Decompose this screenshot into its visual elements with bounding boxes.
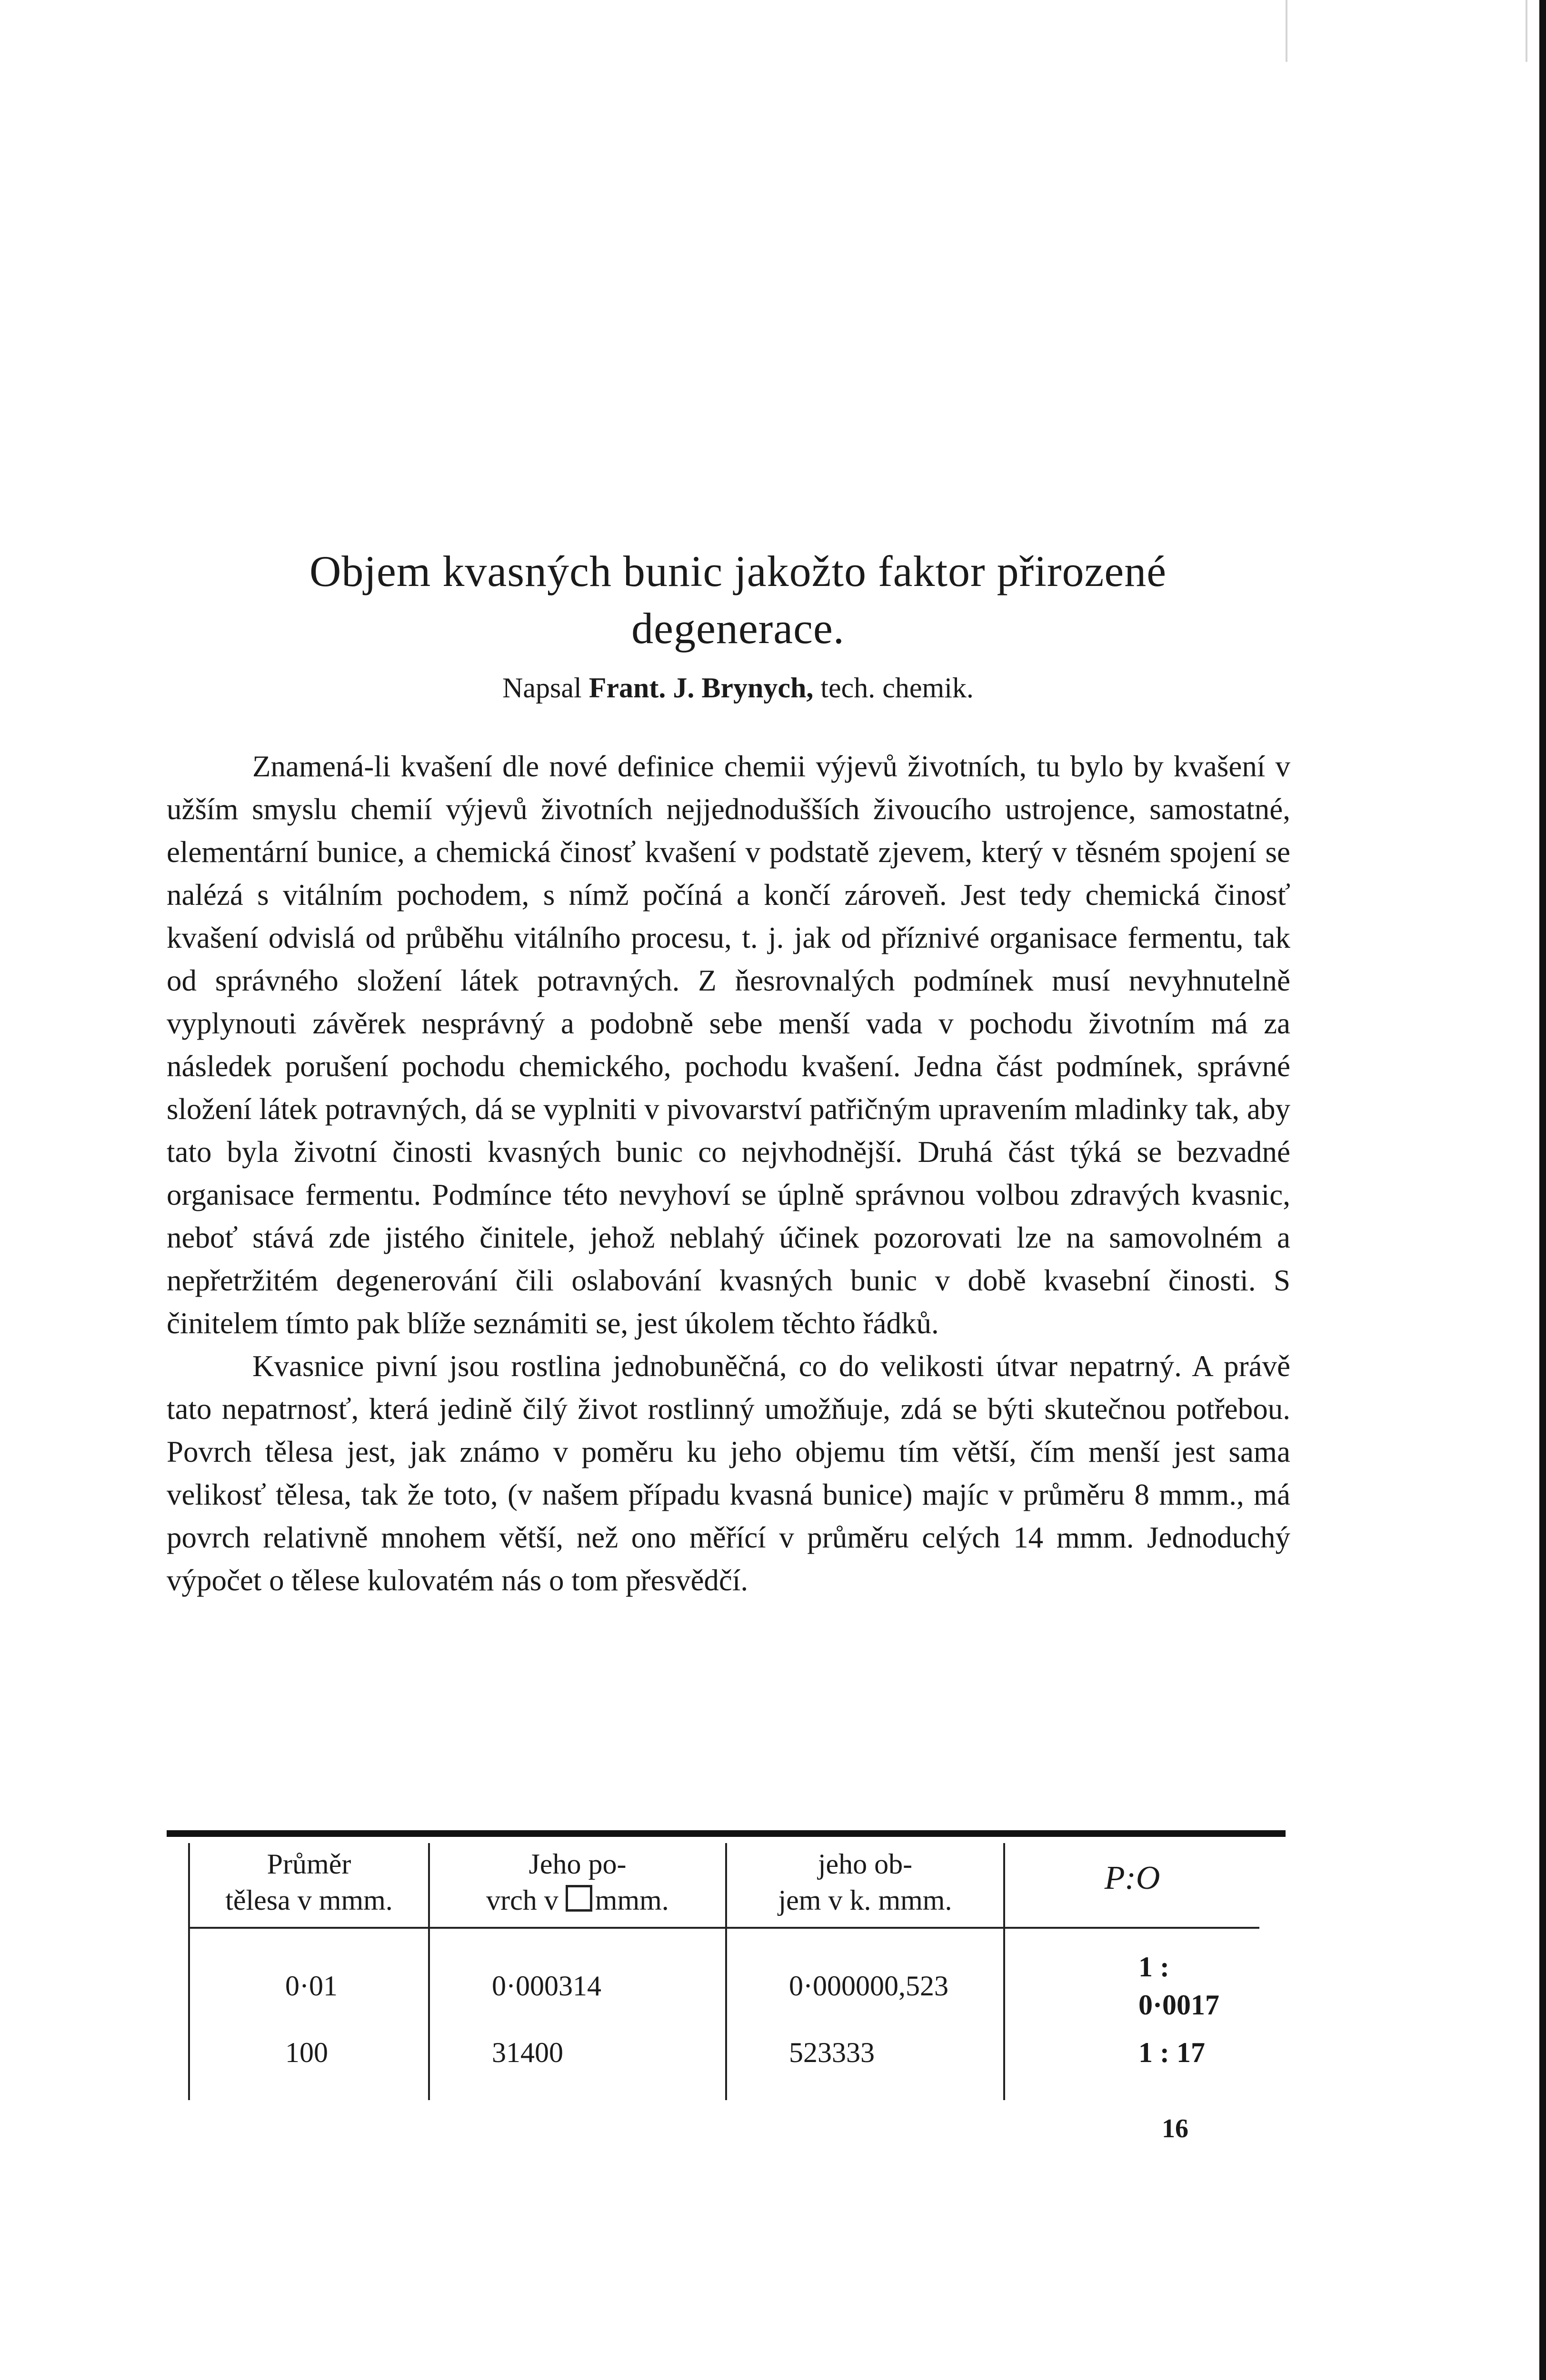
cell-volume: 0·000000,523 — [726, 1928, 1004, 2033]
paragraph-2: Kvasnice pivní jsou rostlina jednobuněčná, co do velikosti útvar nepatrný. A právě tato nepatrnosť, která jedině čilý život rostlinný umožňuje, zdá se býti skutečnou potřebou. Povrch tělesa jest, jak známo v poměru ku jeho objemu tím větší, čím menší jest sama velikosť tělesa, tak že toto, (v našem případu kvasná bunice) majíc v průměru 8 mmm., má povrch relativně mnohem větší, než ono měřící v průměru celých 14 mmm. Jednoduchý výpočet o tělese kulovatém nás o tom přesvědčí. — [167, 1349, 1290, 1597]
article-title — [167, 543, 1309, 657]
scan-edge-right — [1539, 0, 1546, 2380]
table-row — [189, 1928, 1259, 2033]
data-table — [188, 1843, 1259, 2100]
header-volume: jeho ob- jem v k. mmm. — [726, 1843, 1004, 1928]
title-line-2: degenerace. — [631, 604, 845, 653]
title-line-1: Objem kvasných bunic jakožto faktor přirozené — [309, 547, 1167, 595]
table-header-row — [189, 1843, 1259, 1928]
cell-volume: 523333 — [726, 2033, 1004, 2100]
byline-author: Frant. J. Brynych, — [588, 672, 814, 704]
byline-prefix: Napsal — [502, 672, 582, 704]
header-ratio: P:O — [1004, 1843, 1259, 1928]
table-top-rule — [167, 1830, 1286, 1837]
table-row — [189, 2033, 1259, 2100]
article-body — [167, 745, 1290, 1602]
cell-ratio: 1 : 17 — [1004, 2033, 1259, 2100]
paragraph-1: Znamená-li kvašení dle nové definice chemii výjevů životních, tu bylo by kvašení v užším smyslu chemií výjevů životních nejjednodušších živoucího ustrojence, samostatné, elementární bunice, a chemická činosť kvašení v podstatě zjevem, který v těsném spojení se nalézá s vitálním pochodem, s nímž počíná a končí zároveň. Jest tedy chemická činosť kvašení odvislá od průběhu vitálního procesu, t. j. jak od příznivé organisace fermentu, tak od správného složení látek potravných. Z ňesrovnalých podmínek musí nevyhnutelně vyplynouti závěrek nesprávný a podobně sebe menší vada v pochodu životním má za následek porušení pochodu chemického, pochodu kvašení. Jedna část podmínek, správné složení látek potravných, dá se vyplniti v pivovarství patřičným upravením mladinky tak, aby tato byla životní činosti kvasných bunic co nejvhodnější. Druhá část týká se bezvadné organisace fermentu. Podmínce této nevyhoví se úplně správnou volbou zdravých kvasnic, neboť stává zde jistého činitele, jehož neblahý účinek pozorovati lze na samovolném a nepřetržitém degenerování čili oslabování kvasných bunic v době kvasební činosti. S činitelem tímto pak blíže seznámiti se, jest úkolem těchto řádků. — [167, 750, 1290, 1340]
byline-suffix: tech. chemik. — [820, 672, 974, 704]
header-surface: Jeho po- vrch v mmm. — [429, 1843, 726, 1928]
cell-diameter: 0·01 — [189, 1928, 429, 2033]
header-diameter: Průměr tělesa v mmm. — [189, 1843, 429, 1928]
cell-surface: 31400 — [429, 2033, 726, 2100]
page-number: 16 — [1162, 2114, 1188, 2143]
cell-diameter: 100 — [189, 2033, 429, 2100]
scan-edge-marks — [1286, 0, 1527, 62]
cell-surface: 0·000314 — [429, 1928, 726, 2033]
byline — [167, 669, 1309, 707]
cell-ratio: 1 : 0·0017 — [1004, 1928, 1259, 2033]
square-symbol-icon — [566, 1885, 592, 1912]
